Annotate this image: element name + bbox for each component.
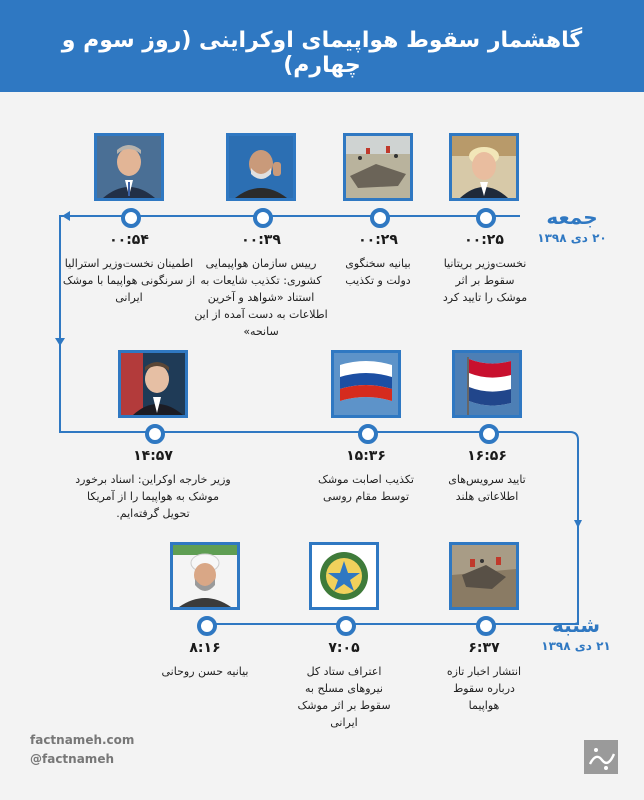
day-name: شنبه (551, 613, 601, 637)
event-image-netherlands-flag (452, 350, 522, 418)
crash-photo-icon (346, 136, 410, 198)
event-time: ۶:۳۷ (468, 640, 500, 656)
event-image-australia-pm (94, 133, 164, 201)
event-time: ۰۰:۳۹ (241, 232, 281, 248)
wreckage-photo-icon (452, 545, 516, 607)
event-time: ۰۰:۵۴ (109, 232, 149, 248)
timeline-dot (476, 208, 496, 228)
event-time: ۰۰:۲۹ (358, 232, 398, 248)
event-image-russia-flag (331, 350, 401, 418)
day-date: ۲۰ دی ۱۳۹۸ (537, 231, 607, 245)
portrait-icon (452, 136, 516, 198)
event-image-wreckage (449, 542, 519, 610)
timeline-dot (370, 208, 390, 228)
event-time: ۰۰:۲۵ (464, 232, 504, 248)
timeline-dot (476, 616, 496, 636)
russia-flag-icon (334, 353, 398, 415)
event-description: رییس سازمان هواپیمایی کشوری: تکذیب شایعات به استناد «شواهد و آخرین اطلاعات به دست آمده از این سانحه» (194, 257, 328, 338)
event-description: اطمینان نخست‌وزیر استرالیا از سرنگونی هواپیما با موشک ایرانی (62, 257, 196, 304)
timeline-dot (121, 208, 141, 228)
event-time: ۱۴:۵۷ (133, 448, 173, 464)
day-label-saturday (526, 613, 626, 653)
event-image-aviation-chief (226, 133, 296, 201)
timeline-dot (253, 208, 273, 228)
event-description: وزیر خارجه اوکراین: اسناد برخورد موشک به هواپیما را از آمریکا تحویل گرفته‌ایم. (75, 473, 231, 520)
footer-handle: @factnameh (30, 752, 114, 766)
event-image-boris-johnson (449, 133, 519, 201)
event-description: اعتراف ستاد کل نیروهای مسلح به سقوط بر اثر موشک ایرانی (297, 665, 391, 729)
event-image-crash-site (343, 133, 413, 201)
event-time: ۱۶:۵۶ (467, 448, 507, 464)
day-label-friday (522, 205, 622, 245)
event-time: ۸:۱۶ (189, 640, 221, 656)
event-image-rouhani (170, 542, 240, 610)
portrait-icon (173, 545, 237, 607)
timeline-dot (336, 616, 356, 636)
timeline-dot (358, 424, 378, 444)
timeline-dot (145, 424, 165, 444)
event-description: نخست‌وزیر بریتانیا سقوط بر اثر موشک را تایید کرد (442, 257, 528, 304)
footer-site: factnameh.com (30, 733, 135, 747)
armed-forces-emblem-icon (312, 545, 376, 607)
event-description: تکذیب اصابت موشک توسط مقام روسی (317, 473, 414, 503)
footer (30, 733, 134, 771)
event-description: تایید سرویس‌های اطلاعاتی هلند (448, 473, 526, 503)
netherlands-flag-icon (455, 353, 519, 415)
event-image-armed-forces (309, 542, 379, 610)
timeline-dot (197, 616, 217, 636)
day-name: جمعه (546, 205, 598, 229)
factnameh-logo-icon (584, 740, 618, 774)
portrait-icon (121, 353, 185, 415)
event-description: بیانیه حسن روحانی (161, 665, 249, 678)
event-image-ukraine-fm (118, 350, 188, 418)
timeline-dot (479, 424, 499, 444)
portrait-icon (97, 136, 161, 198)
event-time: ۷:۰۵ (328, 640, 360, 656)
day-date: ۲۱ دی ۱۳۹۸ (541, 639, 611, 653)
page-title: گاهشمار سقوط هواپیمای اوکراینی (روز سوم و چهارم) (61, 28, 583, 78)
event-description: انتشار اخبار تازه درباره سقوط هواپیما (446, 665, 522, 712)
portrait-icon (229, 136, 293, 198)
event-time: ۱۵:۳۶ (346, 448, 386, 464)
event-description: بیانیه سخنگوی دولت و تکذیب (345, 257, 411, 287)
